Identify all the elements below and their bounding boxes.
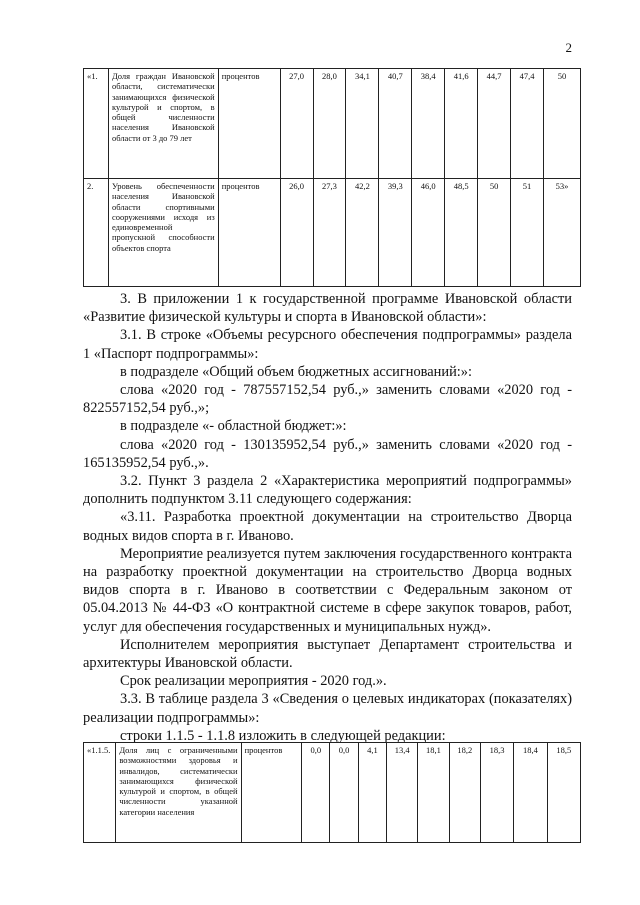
value-cell: 47,4 — [511, 69, 544, 179]
indicators-table-bottom — [83, 742, 581, 843]
value-cell: 44,7 — [478, 69, 511, 179]
paragraph: Срок реализации мероприятия - 2020 год.». — [120, 673, 387, 690]
value-cell: 0,0 — [330, 743, 358, 843]
paragraph: Исполнителем мероприятия выступает Департамент строительства и архитектуры Ивановской области. — [83, 636, 572, 672]
paragraph: в подразделе «Общий объем бюджетных ассигнований:»: — [120, 363, 472, 380]
value-cell: 18,3 — [480, 743, 513, 843]
value-cell: 27,0 — [280, 69, 313, 179]
value-cell: 34,1 — [346, 69, 379, 179]
indicators-table-top — [83, 68, 581, 287]
indicator-description: Доля лиц с ограниченными возможностями здоровья и инвалидов, систематически занимающихся физической культурой и спортом, в общей численности указанной категории населения — [116, 743, 241, 843]
unit-cell: процентов — [218, 69, 280, 179]
value-cell: 51 — [511, 179, 544, 287]
paragraph: 3.1. В строке «Объемы ресурсного обеспечения подпрограммы» раздела 1 «Паспорт подпрограммы»: — [83, 327, 572, 362]
table-row — [84, 179, 581, 287]
value-cell: 18,4 — [514, 743, 547, 843]
row-number: 2. — [84, 179, 109, 287]
value-cell: 27,3 — [313, 179, 346, 287]
unit-cell: процентов — [241, 743, 302, 843]
document-body — [83, 290, 572, 745]
value-cell: 18,2 — [449, 743, 480, 843]
row-number: «1.1.5. — [84, 743, 116, 843]
paragraph: 3. В приложении 1 к государственной программе Ивановской области «Развитие физической культуры и спорта в Ивановской области»: — [83, 291, 572, 326]
paragraph: 3.3. В таблице раздела 3 «Сведения о целевых индикаторах (показателях) реализации подпрограммы»: — [83, 691, 572, 726]
value-cell: 40,7 — [379, 69, 412, 179]
paragraph: «3.11. Разработка проектной документации на строительство Дворца водных видов спорта в г. Иваново. — [83, 509, 572, 544]
value-cell: 50 — [478, 179, 511, 287]
value-cell: 4,1 — [358, 743, 386, 843]
value-cell: 38,4 — [412, 69, 445, 179]
value-cell: 53» — [543, 179, 580, 287]
paragraph: слова «2020 год - 130135952,54 руб.,» заменить словами «2020 год - 165135952,54 руб.,». — [83, 436, 572, 471]
value-cell: 42,2 — [346, 179, 379, 287]
value-cell: 13,4 — [387, 743, 418, 843]
indicator-description: Доля граждан Ивановской области, систематически занимающихся физической культурой и спортом, в общей численности населения Ивановской области от 3 до 79 лет — [108, 69, 218, 179]
table-row — [84, 69, 581, 179]
paragraph: в подразделе «- областной бюджет:»: — [120, 418, 347, 435]
value-cell: 18,5 — [547, 743, 580, 843]
value-cell: 28,0 — [313, 69, 346, 179]
paragraph: Мероприятие реализуется путем заключения государственного контракта на разработку проектной документации на строительство Дворца водных видов спорта в г. Иваново в соответствии с Федеральным законом от 05.04.2013 № 44-ФЗ «О контрактной системе в сфере закупок товаров, работ, услуг для обеспечения государственных и муниципальных нужд». — [83, 545, 572, 635]
paragraph: 3.2. Пункт 3 раздела 2 «Характеристика мероприятий подпрограммы» дополнить подпунктом 3.11 следующего содержания: — [83, 473, 572, 508]
unit-cell: процентов — [218, 179, 280, 287]
value-cell: 46,0 — [412, 179, 445, 287]
value-cell: 39,3 — [379, 179, 412, 287]
value-cell: 50 — [543, 69, 580, 179]
value-cell: 18,1 — [418, 743, 449, 843]
paragraph: строки 1.1.5 - 1.1.8 изложить в следующей редакции: — [120, 727, 446, 744]
page-number: 2 — [565, 40, 572, 55]
row-number: «1. — [84, 69, 109, 179]
value-cell: 0,0 — [302, 743, 330, 843]
value-cell: 41,6 — [445, 69, 478, 179]
value-cell: 26,0 — [280, 179, 313, 287]
paragraph: слова «2020 год - 787557152,54 руб.,» заменить словами «2020 год - 822557152,54 руб.,»; — [83, 382, 572, 417]
indicator-description: Уровень обеспеченности населения Ивановской области спортивными сооружениями исходя из единовременной пропускной способности объектов спорта — [108, 179, 218, 287]
value-cell: 48,5 — [445, 179, 478, 287]
table-row — [84, 743, 581, 843]
